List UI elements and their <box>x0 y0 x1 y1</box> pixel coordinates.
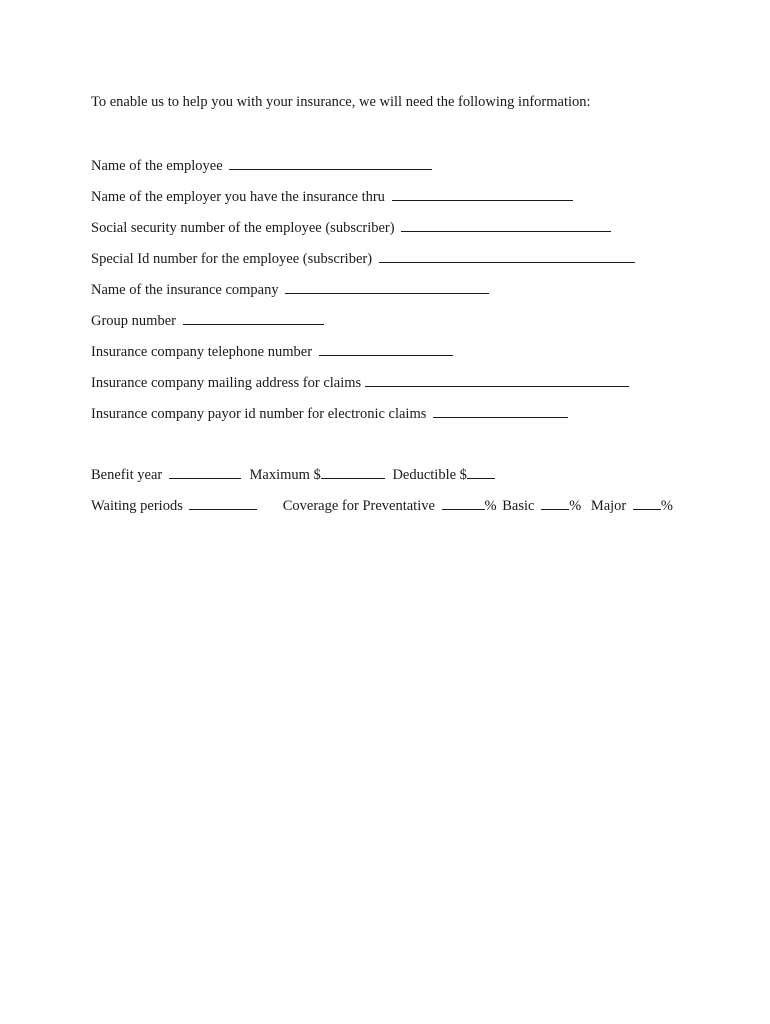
form-row-special-id <box>91 248 635 268</box>
field-label: Name of the employer you have the insurance thru <box>91 189 385 205</box>
form-row-ssn <box>91 217 611 237</box>
intro-text: To enable us to help you with your insurance, we will need the following information: <box>91 94 591 110</box>
mailing-address-field[interactable] <box>365 372 629 387</box>
form-row-payor-id <box>91 403 568 423</box>
form-row-employer-name <box>91 186 573 206</box>
major-label: Major <box>590 498 627 514</box>
preventative-percent-field[interactable] <box>442 495 485 510</box>
field-label: Name of the employee <box>91 158 223 174</box>
form-row-employee-name <box>91 155 432 175</box>
employee-name-field[interactable] <box>229 155 432 170</box>
benefit-row <box>91 464 495 484</box>
deductible-label: Deductible $ <box>392 467 467 483</box>
form-row-insurance-company <box>91 279 489 299</box>
percent-sign: % <box>484 498 497 514</box>
coverage-row <box>91 495 673 515</box>
field-label: Insurance company telephone number <box>91 344 313 360</box>
benefit-year-field[interactable] <box>169 464 241 479</box>
form-row-group-number <box>91 310 324 330</box>
special-id-field[interactable] <box>379 248 635 263</box>
benefit-year-label: Benefit year <box>91 467 163 483</box>
insurance-company-field[interactable] <box>285 279 489 294</box>
employer-name-field[interactable] <box>392 186 573 201</box>
percent-sign: % <box>569 498 582 514</box>
major-percent-field[interactable] <box>633 495 661 510</box>
field-label: Special Id number for the employee (subscriber) <box>91 251 373 267</box>
payor-id-field[interactable] <box>433 403 568 418</box>
waiting-periods-label: Waiting periods <box>91 498 183 514</box>
field-label: Group number <box>91 313 176 329</box>
maximum-label: Maximum $ <box>249 467 321 483</box>
preventative-label: Coverage for Preventative <box>282 498 435 514</box>
ssn-field[interactable] <box>401 217 611 232</box>
field-label: Insurance company mailing address for claims <box>91 375 362 391</box>
maximum-field[interactable] <box>321 464 385 479</box>
telephone-field[interactable] <box>319 341 453 356</box>
deductible-field[interactable] <box>467 464 495 479</box>
form-row-telephone <box>91 341 453 361</box>
percent-sign: % <box>660 498 673 514</box>
basic-percent-field[interactable] <box>541 495 569 510</box>
form-row-mailing-address <box>91 372 629 392</box>
basic-label: Basic <box>502 498 535 514</box>
waiting-periods-field[interactable] <box>189 495 257 510</box>
field-label: Name of the insurance company <box>91 282 279 298</box>
group-number-field[interactable] <box>183 310 324 325</box>
field-label: Insurance company payor id number for electronic claims <box>91 406 427 422</box>
field-label: Social security number of the employee (subscriber) <box>91 220 395 236</box>
